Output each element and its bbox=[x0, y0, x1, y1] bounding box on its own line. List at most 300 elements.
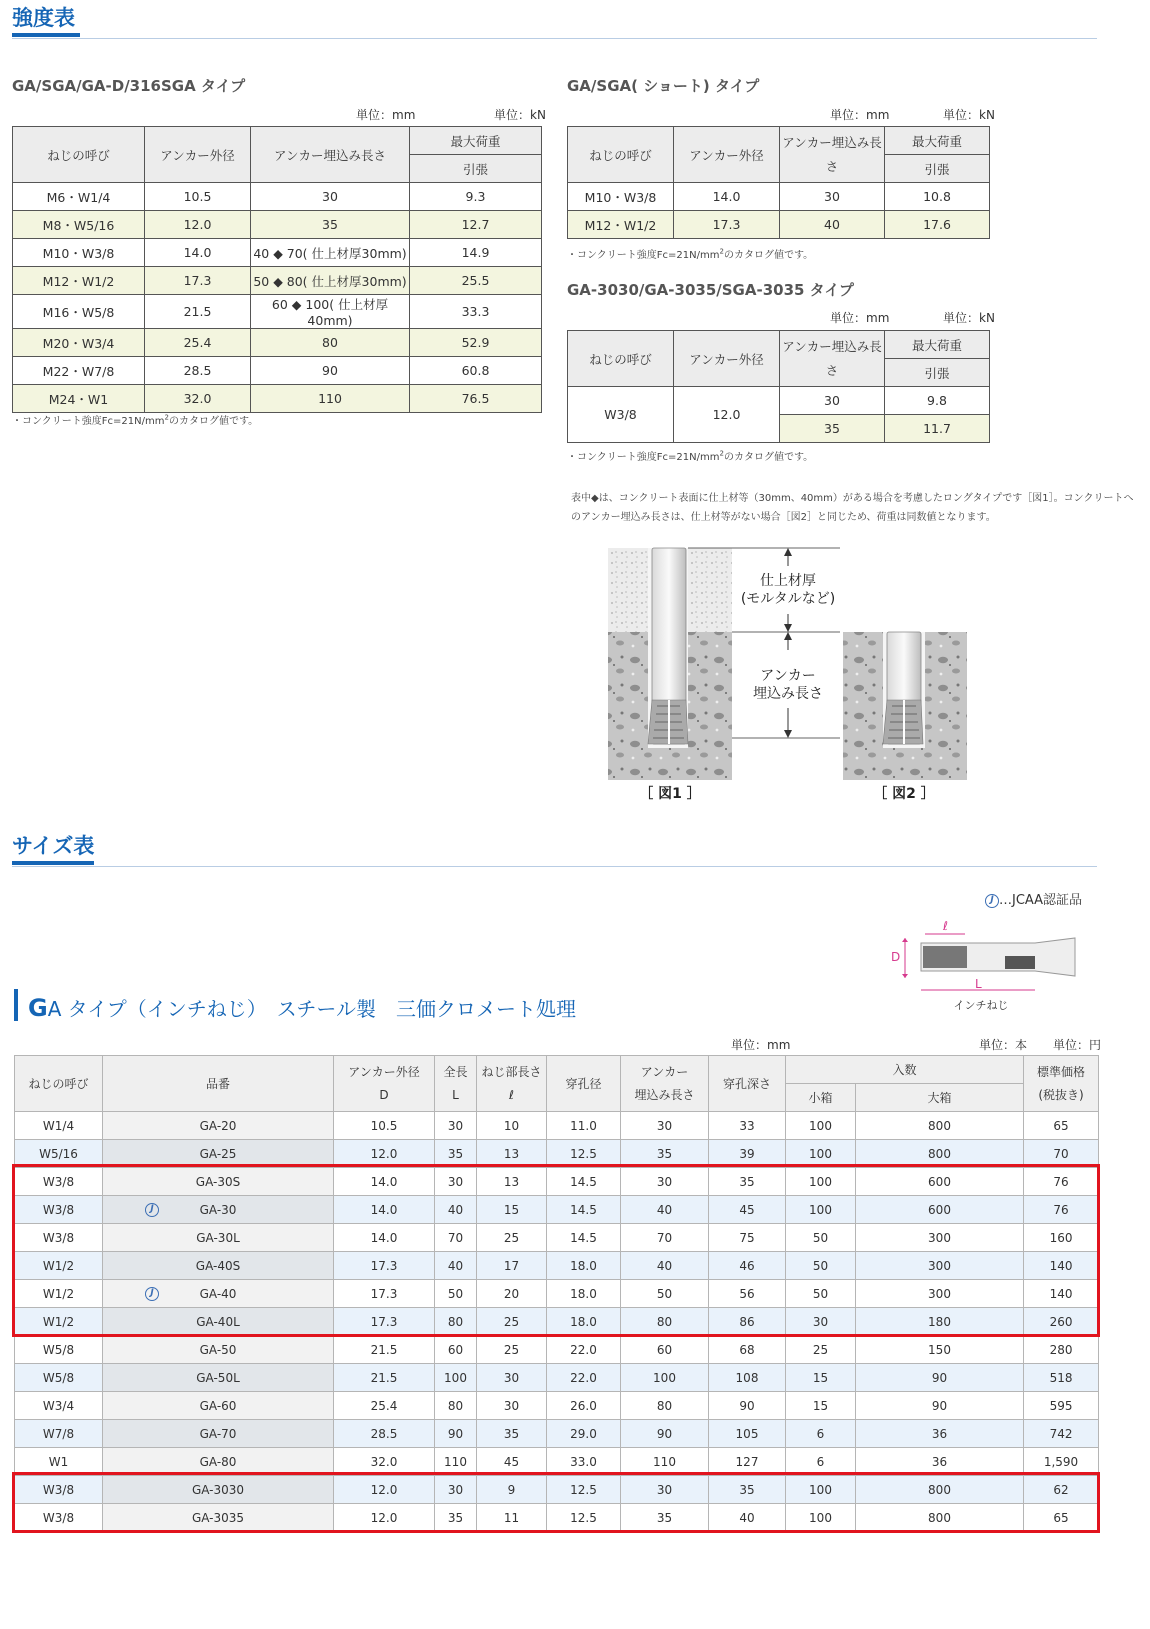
label-finish-1: 仕上材厚 bbox=[760, 573, 816, 589]
cell-screw: W3/8 bbox=[15, 1504, 103, 1532]
strength-table-left bbox=[12, 126, 542, 413]
cell-d: 32.0 bbox=[334, 1448, 435, 1476]
cell-large: 180 bbox=[856, 1308, 1024, 1336]
th-maxload: 最大荷重 bbox=[885, 127, 990, 155]
table-row bbox=[15, 1252, 1099, 1280]
th-tension: 引張 bbox=[885, 359, 990, 387]
cell-small: 100 bbox=[786, 1112, 856, 1140]
cell-price: 62 bbox=[1024, 1476, 1099, 1504]
cell-large: 150 bbox=[856, 1336, 1024, 1364]
cell-small: 100 bbox=[786, 1140, 856, 1168]
cell-large: 600 bbox=[856, 1168, 1024, 1196]
th-length: 全長 L bbox=[435, 1056, 477, 1112]
cell-screw: W3/8 bbox=[15, 1476, 103, 1504]
cell-d: 28.5 bbox=[334, 1420, 435, 1448]
table-row bbox=[15, 1364, 1099, 1392]
th-screw: ねじの呼び bbox=[13, 127, 145, 183]
cell-small: 50 bbox=[786, 1252, 856, 1280]
cell-load: 14.9 bbox=[410, 239, 542, 267]
cell-dia: 25.4 bbox=[145, 329, 251, 357]
unit-mm: 単位：mm bbox=[731, 1038, 791, 1052]
caption-fig1: ［ 図1 ］ bbox=[639, 786, 701, 802]
cell-part: GA-70 bbox=[103, 1420, 334, 1448]
th-maxload: 最大荷重 bbox=[885, 331, 990, 359]
th-screw: ねじの呼び bbox=[568, 331, 674, 387]
unit-hon: 単位：本 bbox=[979, 1038, 1028, 1052]
cell-dia: 14.0 bbox=[674, 183, 780, 211]
cell-embed: 30 bbox=[780, 387, 885, 415]
cell-l: 60 bbox=[435, 1336, 477, 1364]
cell-load: 25.5 bbox=[410, 267, 542, 295]
cell-l: 40 bbox=[435, 1196, 477, 1224]
cell-load: 52.9 bbox=[410, 329, 542, 357]
cell-load: 10.8 bbox=[885, 183, 990, 211]
cell-d: 17.3 bbox=[334, 1252, 435, 1280]
cell-dia: 10.5 bbox=[145, 183, 251, 211]
size-table bbox=[14, 1055, 1099, 1532]
cell-small: 100 bbox=[786, 1196, 856, 1224]
unit-mm: 単位：mm bbox=[830, 311, 890, 325]
cell-depth: 86 bbox=[709, 1308, 786, 1336]
table-row bbox=[15, 1420, 1099, 1448]
cell-small: 25 bbox=[786, 1336, 856, 1364]
cell-part: GA-25 bbox=[103, 1140, 334, 1168]
table-row bbox=[15, 1392, 1099, 1420]
cell-part: GA-60 bbox=[103, 1392, 334, 1420]
cell-dia: 12.0 bbox=[145, 211, 251, 239]
cell-t: 25 bbox=[477, 1336, 547, 1364]
table-row bbox=[15, 1196, 1099, 1224]
table-row bbox=[15, 1140, 1099, 1168]
th-dia: アンカー外径 bbox=[674, 127, 780, 183]
section-rule bbox=[12, 38, 1097, 39]
cell-screw: W5/16 bbox=[15, 1140, 103, 1168]
unit-kn: 単位：kN bbox=[494, 108, 546, 122]
cell-screw: M16・W5/8 bbox=[13, 295, 145, 329]
table-row bbox=[568, 211, 990, 239]
jcaa-legend: J …JCAA認証品 bbox=[985, 889, 1082, 908]
cell-embed: 80 bbox=[621, 1308, 709, 1336]
cell-price: 160 bbox=[1024, 1224, 1099, 1252]
th-dia: アンカー外径 bbox=[674, 331, 780, 387]
cell-large: 90 bbox=[856, 1392, 1024, 1420]
cell-screw: W7/8 bbox=[15, 1420, 103, 1448]
cell-embed: 80 bbox=[251, 329, 410, 357]
cell-d: 14.0 bbox=[334, 1168, 435, 1196]
cell-price: 65 bbox=[1024, 1112, 1099, 1140]
cell-embed: 30 bbox=[621, 1168, 709, 1196]
cell-embed: 80 bbox=[621, 1392, 709, 1420]
cell-hole: 18.0 bbox=[547, 1280, 621, 1308]
cell-small: 6 bbox=[786, 1420, 856, 1448]
table-row bbox=[13, 385, 542, 413]
cell-l: 90 bbox=[435, 1420, 477, 1448]
th-embed: アンカー 埋込み長さ bbox=[621, 1056, 709, 1112]
cell-t: 25 bbox=[477, 1308, 547, 1336]
strength-table-short bbox=[567, 126, 990, 239]
product-title: GA タイプ（インチねじ） スチール製 三価クロメート処理 bbox=[28, 994, 576, 1022]
cell-screw: W1/2 bbox=[15, 1252, 103, 1280]
cell-screw: M12・W1/2 bbox=[13, 267, 145, 295]
product-title-bar bbox=[14, 989, 18, 1021]
cell-depth: 90 bbox=[709, 1392, 786, 1420]
table-row bbox=[13, 183, 542, 211]
th-screw: ねじの呼び bbox=[568, 127, 674, 183]
caption-fig2: ［ 図2 ］ bbox=[873, 786, 935, 802]
cell-screw: W5/8 bbox=[15, 1364, 103, 1392]
cell-large: 300 bbox=[856, 1224, 1024, 1252]
cell-dia: 17.3 bbox=[674, 211, 780, 239]
diagram-l: ℓ bbox=[943, 919, 948, 933]
cell-part: GA-3035 bbox=[103, 1504, 334, 1532]
th-thread: ねじ部長さ ℓ bbox=[477, 1056, 547, 1112]
cell-small: 30 bbox=[786, 1308, 856, 1336]
cell-l: 35 bbox=[435, 1140, 477, 1168]
cell-embed: 70 bbox=[621, 1224, 709, 1252]
cell-depth: 68 bbox=[709, 1336, 786, 1364]
jcaa-icon: J bbox=[145, 1287, 159, 1301]
cell-small: 50 bbox=[786, 1224, 856, 1252]
cell-embed: 90 bbox=[621, 1420, 709, 1448]
cell-depth: 46 bbox=[709, 1252, 786, 1280]
left-note: ・コンクリート強度$Fc=21N/mm^2$のカタログ値です。 bbox=[12, 413, 259, 427]
cell-t: 35 bbox=[477, 1420, 547, 1448]
cell-part: GA-3030 bbox=[103, 1476, 334, 1504]
cell-screw: M6・W1/4 bbox=[13, 183, 145, 211]
cell-t: 30 bbox=[477, 1392, 547, 1420]
cell-l: 50 bbox=[435, 1280, 477, 1308]
cell-part: GA-50L bbox=[103, 1364, 334, 1392]
cell-hole: 12.5 bbox=[547, 1476, 621, 1504]
cell-t: 13 bbox=[477, 1140, 547, 1168]
cell-dia: 28.5 bbox=[145, 357, 251, 385]
cell-hole: 14.5 bbox=[547, 1168, 621, 1196]
cell-depth: 33 bbox=[709, 1112, 786, 1140]
cell-screw: W3/8 bbox=[568, 387, 674, 443]
cell-d: 21.5 bbox=[334, 1364, 435, 1392]
cell-embed: 35 bbox=[621, 1140, 709, 1168]
cell-small: 50 bbox=[786, 1280, 856, 1308]
cell-embed: 40 bbox=[621, 1252, 709, 1280]
cell-dia: 32.0 bbox=[145, 385, 251, 413]
cell-screw: W3/8 bbox=[15, 1196, 103, 1224]
table-row bbox=[15, 1280, 1099, 1308]
cell-screw: M10・W3/8 bbox=[13, 239, 145, 267]
cell-t: 45 bbox=[477, 1448, 547, 1476]
unit-kn: 単位：kN bbox=[943, 108, 995, 122]
cell-part: GA-50 bbox=[103, 1336, 334, 1364]
jcaa-icon: J bbox=[985, 894, 999, 908]
short-table-subtitle: GA/SGA( ショート) タイプ bbox=[567, 77, 760, 95]
cell-embed: 110 bbox=[251, 385, 410, 413]
cell-price: 76 bbox=[1024, 1168, 1099, 1196]
cell-screw: W1/2 bbox=[15, 1280, 103, 1308]
table-row bbox=[568, 183, 990, 211]
cell-load: 33.3 bbox=[410, 295, 542, 329]
strength-title-text: 強度表 bbox=[12, 6, 75, 30]
thread-region bbox=[923, 946, 967, 968]
unit-mm: 単位：mm bbox=[830, 108, 890, 122]
th-qty: 入数 bbox=[786, 1056, 1024, 1084]
cell-t: 20 bbox=[477, 1280, 547, 1308]
cell-part: GA-30 J bbox=[103, 1196, 334, 1224]
short-note: ・コンクリート強度$Fc=21N/mm^2$のカタログ値です。 bbox=[567, 247, 814, 261]
cell-screw: M22・W7/8 bbox=[13, 357, 145, 385]
cell-large: 36 bbox=[856, 1448, 1024, 1476]
th-large-box: 大箱 bbox=[856, 1084, 1024, 1112]
cell-hole: 22.0 bbox=[547, 1336, 621, 1364]
cell-screw: W1/2 bbox=[15, 1308, 103, 1336]
cell-embed: 35 bbox=[780, 415, 885, 443]
cell-load: 9.8 bbox=[885, 387, 990, 415]
cell-screw: W1 bbox=[15, 1448, 103, 1476]
cell-large: 36 bbox=[856, 1420, 1024, 1448]
cell-large: 800 bbox=[856, 1476, 1024, 1504]
cell-small: 15 bbox=[786, 1364, 856, 1392]
cell-price: 140 bbox=[1024, 1252, 1099, 1280]
cell-price: 76 bbox=[1024, 1196, 1099, 1224]
cell-embed: 40 ◆ 70( 仕上材厚30mm) bbox=[251, 239, 410, 267]
cell-price: 140 bbox=[1024, 1280, 1099, 1308]
cell-d: 12.0 bbox=[334, 1504, 435, 1532]
table-row bbox=[15, 1112, 1099, 1140]
label-anchor-1: アンカー bbox=[760, 668, 816, 684]
cell-small: 15 bbox=[786, 1392, 856, 1420]
cell-small: 6 bbox=[786, 1448, 856, 1476]
cell-depth: 75 bbox=[709, 1224, 786, 1252]
cell-price: 260 bbox=[1024, 1308, 1099, 1336]
cell-small: 100 bbox=[786, 1504, 856, 1532]
cell-large: 300 bbox=[856, 1280, 1024, 1308]
cell-hole: 26.0 bbox=[547, 1392, 621, 1420]
cell-dia: 17.3 bbox=[145, 267, 251, 295]
cell-part: GA-40 J bbox=[103, 1280, 334, 1308]
cell-depth: 127 bbox=[709, 1448, 786, 1476]
cell-d: 10.5 bbox=[334, 1112, 435, 1140]
cell-large: 800 bbox=[856, 1112, 1024, 1140]
diagram-L: L bbox=[975, 977, 982, 991]
cell-screw: W3/8 bbox=[15, 1168, 103, 1196]
cell-load: 9.3 bbox=[410, 183, 542, 211]
th-screw: ねじの呼び bbox=[15, 1056, 103, 1112]
cell-embed: 35 bbox=[621, 1504, 709, 1532]
cell-part: GA-40L bbox=[103, 1308, 334, 1336]
th-embed: アンカー埋込み長さ bbox=[780, 331, 885, 387]
table-row bbox=[15, 1476, 1099, 1504]
th-dia: アンカー外径 bbox=[145, 127, 251, 183]
cell-embed: 30 bbox=[780, 183, 885, 211]
cell-t: 15 bbox=[477, 1196, 547, 1224]
cell-part: GA-80 bbox=[103, 1448, 334, 1476]
cell-small: 100 bbox=[786, 1476, 856, 1504]
cell-depth: 105 bbox=[709, 1420, 786, 1448]
cell-t: 13 bbox=[477, 1168, 547, 1196]
cell-l: 70 bbox=[435, 1224, 477, 1252]
cell-l: 80 bbox=[435, 1392, 477, 1420]
cell-depth: 35 bbox=[709, 1168, 786, 1196]
ga3030-table-subtitle: GA-3030/GA-3035/SGA-3035 タイプ bbox=[567, 281, 854, 299]
cell-d: 17.3 bbox=[334, 1280, 435, 1308]
table-row bbox=[13, 211, 542, 239]
cell-depth: 56 bbox=[709, 1280, 786, 1308]
cell-dia: 21.5 bbox=[145, 295, 251, 329]
cell-large: 90 bbox=[856, 1364, 1024, 1392]
cell-embed: 35 bbox=[251, 211, 410, 239]
cell-t: 17 bbox=[477, 1252, 547, 1280]
table-row bbox=[15, 1168, 1099, 1196]
cell-embed: 60 ◆ 100( 仕上材厚40mm) bbox=[251, 295, 410, 329]
table-row bbox=[13, 239, 542, 267]
cell-l: 40 bbox=[435, 1252, 477, 1280]
cell-embed: 50 ◆ 80( 仕上材厚30mm) bbox=[251, 267, 410, 295]
cell-l: 110 bbox=[435, 1448, 477, 1476]
cell-t: 30 bbox=[477, 1364, 547, 1392]
section-rule bbox=[12, 866, 1097, 867]
cell-price: 70 bbox=[1024, 1140, 1099, 1168]
cell-large: 800 bbox=[856, 1140, 1024, 1168]
cell-part: GA-40S bbox=[103, 1252, 334, 1280]
title-underline bbox=[12, 861, 94, 865]
diagram-caption: インチねじ bbox=[953, 999, 1009, 1012]
cell-hole: 11.0 bbox=[547, 1112, 621, 1140]
table-row bbox=[15, 1224, 1099, 1252]
ga3030-note: ・コンクリート強度$Fc=21N/mm^2$のカタログ値です。 bbox=[567, 449, 814, 463]
cell-hole: 22.0 bbox=[547, 1364, 621, 1392]
cell-load: 60.8 bbox=[410, 357, 542, 385]
cell-hole: 18.0 bbox=[547, 1252, 621, 1280]
cell-embed: 40 bbox=[621, 1196, 709, 1224]
unit-kn: 単位：kN bbox=[943, 311, 995, 325]
th-depth: 穿孔深さ bbox=[709, 1056, 786, 1112]
cell-l: 30 bbox=[435, 1476, 477, 1504]
cell-screw: W1/4 bbox=[15, 1112, 103, 1140]
cell-part: GA-20 bbox=[103, 1112, 334, 1140]
cell-l: 100 bbox=[435, 1364, 477, 1392]
cell-embed: 110 bbox=[621, 1448, 709, 1476]
cell-load: 11.7 bbox=[885, 415, 990, 443]
cell-screw: M8・W5/16 bbox=[13, 211, 145, 239]
cell-d: 25.4 bbox=[334, 1392, 435, 1420]
table-row bbox=[13, 329, 542, 357]
cell-screw: M20・W3/4 bbox=[13, 329, 145, 357]
cell-t: 11 bbox=[477, 1504, 547, 1532]
strength-table-ga3030 bbox=[567, 330, 990, 443]
cell-screw: W3/4 bbox=[15, 1392, 103, 1420]
label-anchor-2: 埋込み長さ bbox=[753, 686, 823, 702]
unit-mm: 単位：mm bbox=[356, 108, 416, 122]
cell-l: 35 bbox=[435, 1504, 477, 1532]
cell-l: 30 bbox=[435, 1168, 477, 1196]
cell-depth: 45 bbox=[709, 1196, 786, 1224]
cell-embed: 30 bbox=[251, 183, 410, 211]
th-dia: アンカー外径 D bbox=[334, 1056, 435, 1112]
cell-embed: 30 bbox=[621, 1476, 709, 1504]
cell-small: 100 bbox=[786, 1168, 856, 1196]
th-embed: アンカー埋込み長さ bbox=[780, 127, 885, 183]
cell-hole: 14.5 bbox=[547, 1224, 621, 1252]
cell-d: 14.0 bbox=[334, 1224, 435, 1252]
size-section-title bbox=[12, 836, 94, 857]
cell-load: 76.5 bbox=[410, 385, 542, 413]
th-tension: 引張 bbox=[410, 155, 542, 183]
cell-d: 14.0 bbox=[334, 1196, 435, 1224]
diagram-D: D bbox=[891, 950, 901, 964]
cell-screw: M24・W1 bbox=[13, 385, 145, 413]
cell-price: 280 bbox=[1024, 1336, 1099, 1364]
cell-hole: 18.0 bbox=[547, 1308, 621, 1336]
cell-screw: M10・W3/8 bbox=[568, 183, 674, 211]
unit-yen: 単位：円 bbox=[1053, 1038, 1102, 1052]
th-small-box: 小箱 bbox=[786, 1084, 856, 1112]
cell-embed: 40 bbox=[780, 211, 885, 239]
th-tension: 引張 bbox=[885, 155, 990, 183]
table-row bbox=[15, 1504, 1099, 1532]
cell-embed: 100 bbox=[621, 1364, 709, 1392]
cell-large: 300 bbox=[856, 1252, 1024, 1280]
cell-depth: 40 bbox=[709, 1504, 786, 1532]
cell-d: 12.0 bbox=[334, 1476, 435, 1504]
cell-l: 80 bbox=[435, 1308, 477, 1336]
cell-embed: 50 bbox=[621, 1280, 709, 1308]
cell-hole: 29.0 bbox=[547, 1420, 621, 1448]
cell-large: 800 bbox=[856, 1504, 1024, 1532]
table-row bbox=[15, 1448, 1099, 1476]
cell-screw: M12・W1/2 bbox=[568, 211, 674, 239]
title-underline bbox=[12, 33, 80, 37]
cell-dia: 14.0 bbox=[145, 239, 251, 267]
cell-t: 25 bbox=[477, 1224, 547, 1252]
strength-section-title bbox=[12, 8, 75, 29]
product-diagram bbox=[885, 918, 1085, 1014]
cell-t: 10 bbox=[477, 1112, 547, 1140]
cell-hole: 12.5 bbox=[547, 1504, 621, 1532]
cell-dia: 12.0 bbox=[674, 387, 780, 443]
table-row bbox=[13, 295, 542, 329]
cell-depth: 39 bbox=[709, 1140, 786, 1168]
cell-price: 1,590 bbox=[1024, 1448, 1099, 1476]
cell-d: 21.5 bbox=[334, 1336, 435, 1364]
th-maxload: 最大荷重 bbox=[410, 127, 542, 155]
cell-part: GA-30L bbox=[103, 1224, 334, 1252]
cell-embed: 30 bbox=[621, 1112, 709, 1140]
cell-hole: 33.0 bbox=[547, 1448, 621, 1476]
th-part: 品番 bbox=[103, 1056, 334, 1112]
jcaa-icon: J bbox=[145, 1203, 159, 1217]
th-hole: 穿孔径 bbox=[547, 1056, 621, 1112]
explanation-text: 表中◆は、コンクリート表面に仕上材等（30mm、40mm）がある場合を考慮したロングタイプです［図1］。コンクリートへ のアンカー埋込み長さは、仕上材等がない場合［図2］と同じため、荷重は同数値となります。 bbox=[571, 493, 1134, 523]
cell-price: 65 bbox=[1024, 1504, 1099, 1532]
cell-screw: W3/8 bbox=[15, 1224, 103, 1252]
cell-embed: 90 bbox=[251, 357, 410, 385]
cell-l: 30 bbox=[435, 1112, 477, 1140]
th-embed: アンカー埋込み長さ bbox=[251, 127, 410, 183]
cell-hole: 14.5 bbox=[547, 1196, 621, 1224]
cell-load: 17.6 bbox=[885, 211, 990, 239]
cell-large: 600 bbox=[856, 1196, 1024, 1224]
cell-price: 518 bbox=[1024, 1364, 1099, 1392]
label-finish-2: (モルタルなど) bbox=[740, 591, 836, 607]
cell-embed: 60 bbox=[621, 1336, 709, 1364]
cell-part: GA-30S bbox=[103, 1168, 334, 1196]
cell-price: 742 bbox=[1024, 1420, 1099, 1448]
table-row bbox=[15, 1308, 1099, 1336]
th-price: 標準価格 (税抜き) bbox=[1024, 1056, 1099, 1112]
cell-d: 17.3 bbox=[334, 1308, 435, 1336]
table-row bbox=[15, 1336, 1099, 1364]
cell-load: 12.7 bbox=[410, 211, 542, 239]
cell-screw: W5/8 bbox=[15, 1336, 103, 1364]
cell-price: 595 bbox=[1024, 1392, 1099, 1420]
